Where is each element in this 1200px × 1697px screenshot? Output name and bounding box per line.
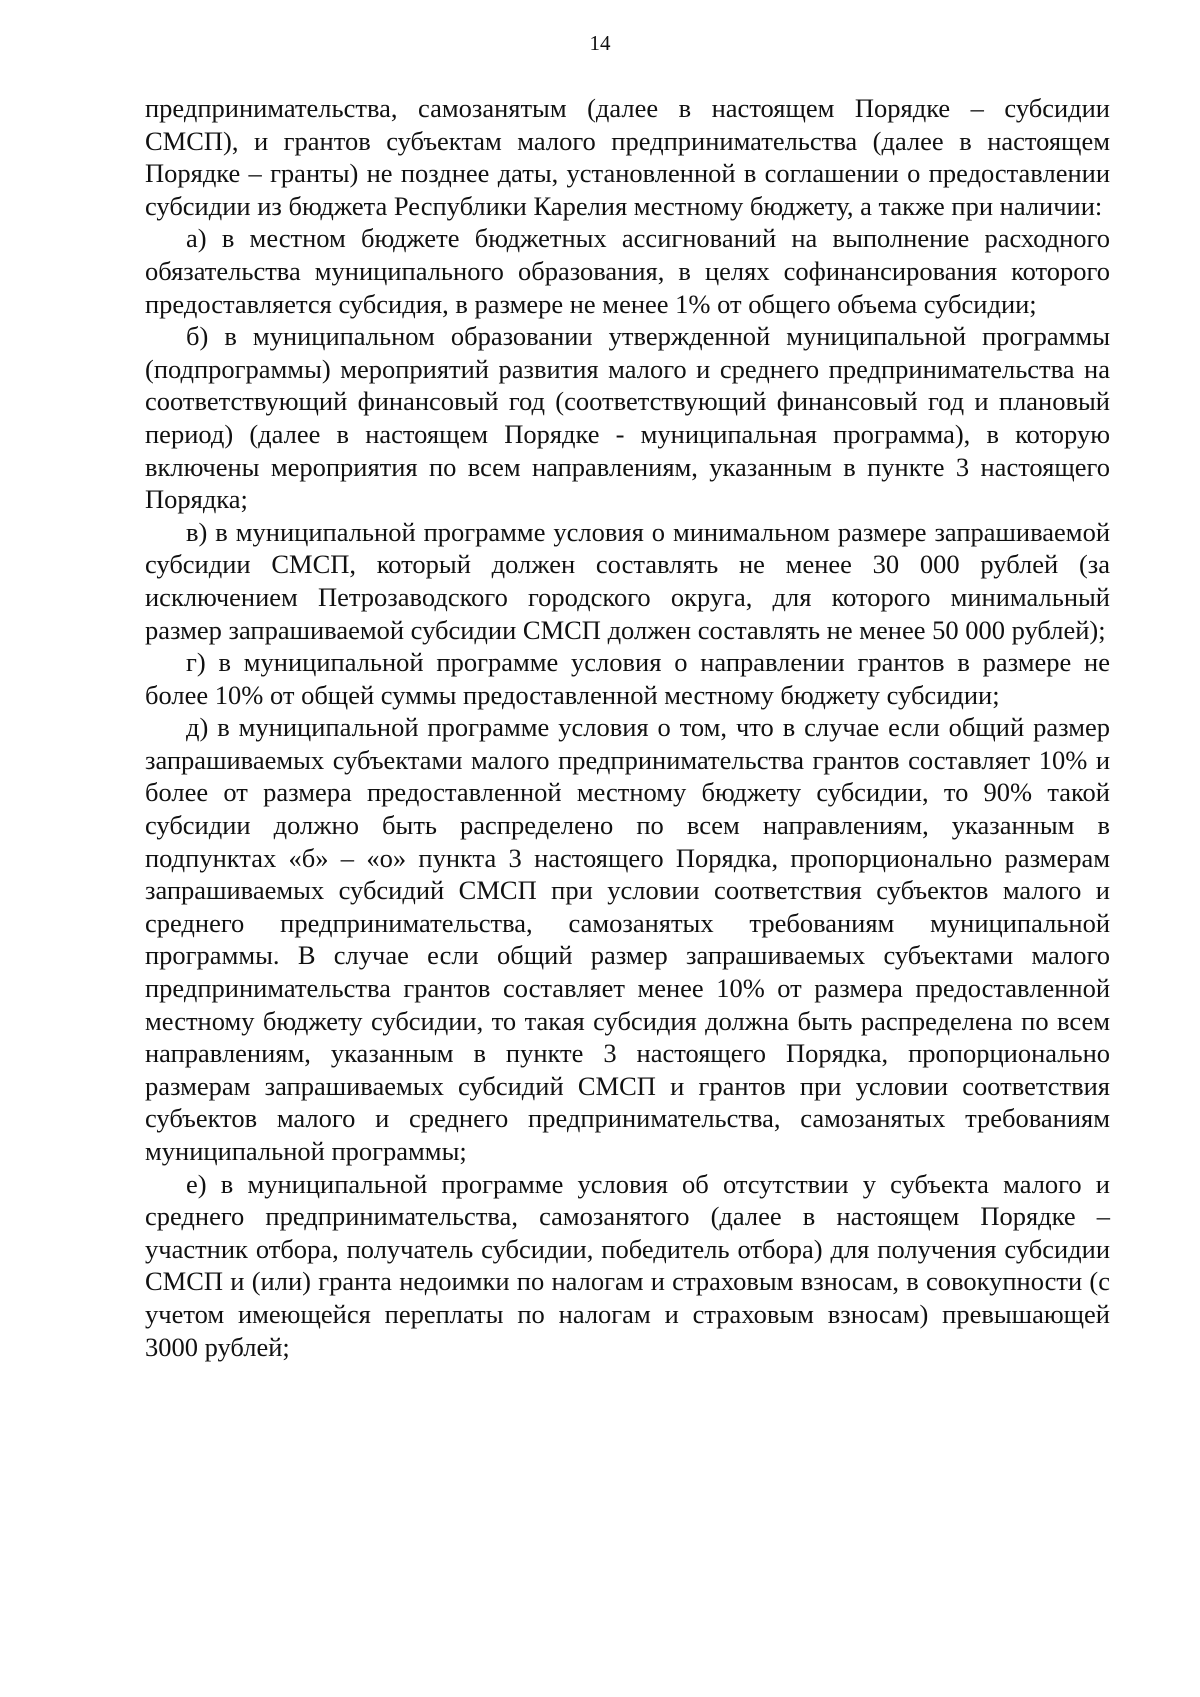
paragraph-item-e: е) в муниципальной программе условия об отсутствии у субъекта малого и среднего предпринимательства, самозанятого (далее в настоящем Порядке – участник отбора, получатель субсидии, победитель отбора) для получения субсидии СМСП и (или) гранта недоимки по налогам и страховым взносам, в совокупности (с учетом имеющейся переплаты по налогам и страховым взносам) превышающей 3000 рублей; — [145, 1168, 1110, 1362]
document-body — [145, 92, 1110, 1363]
paragraph-item-d: д) в муниципальной программе условия о том, что в случае если общий размер запрашиваемых субъектами малого предпринимательства грантов составляет 10% и более от размера предоставленной местному бюджету субсидии, то 90% такой субсидии должно быть распределено по всем направлениям, указанным в подпунктах «б» – «о» пункта 3 настоящего Порядка, пропорционально размерам запрашиваемых субсидий СМСП при условии соответствия субъектов малого и среднего предпринимательства, самозанятых требованиям муниципальной программы. В случае если общий размер запрашиваемых субъектами малого предпринимательства грантов составляет менее 10% от размера предоставленной местному бюджету субсидии, то такая субсидия должна быть распределена по всем направлениям, указанным в пункте 3 настоящего Порядка, пропорционально размерам запрашиваемых субсидий СМСП и грантов при условии соответствия субъектов малого и среднего предпринимательства, самозанятых требованиям муниципальной программы; — [145, 712, 1110, 1166]
paragraph-item-g: г) в муниципальной программе условия о направлении грантов в размере не более 10% от общей суммы предоставленной местному бюджету субсидии; — [145, 647, 1110, 710]
page-number: 14 — [589, 31, 611, 55]
paragraph-intro: предпринимательства, самозанятым (далее в настоящем Порядке – субсидии СМСП), и грантов субъектам малого предпринимательства (далее в настоящем Порядке – гранты) не позднее даты, установленной в соглашении о предоставлении субсидии из бюджета Республики Карелия местному бюджету, а также при наличии: — [145, 93, 1110, 221]
paragraph-item-v: в) в муниципальной программе условия о минимальном размере запрашиваемой субсидии СМСП, который должен составлять не менее 30 000 рублей (за исключением Петрозаводского городского округа, для которого минимальный размер запрашиваемой субсидии СМСП должен составлять не менее 50 000 рублей); — [145, 516, 1110, 645]
paragraph-item-b: б) в муниципальном образовании утвержденной муниципальной программы (подпрограммы) мероприятий развития малого и среднего предпринимательства на соответствующий финансовый год (соответствующий финансовый год и плановый период) (далее в настоящем Порядке - муниципальная программа), в которую включены мероприятия по всем направлениям, указанным в пункте 3 настоящего Порядка; — [145, 321, 1110, 515]
paragraph-item-a: а) в местном бюджете бюджетных ассигнований на выполнение расходного обязательства муниципального образования, в целях софинансирования которого предоставляется субсидия, в размере не менее 1% от общего объема субсидии; — [145, 223, 1110, 319]
